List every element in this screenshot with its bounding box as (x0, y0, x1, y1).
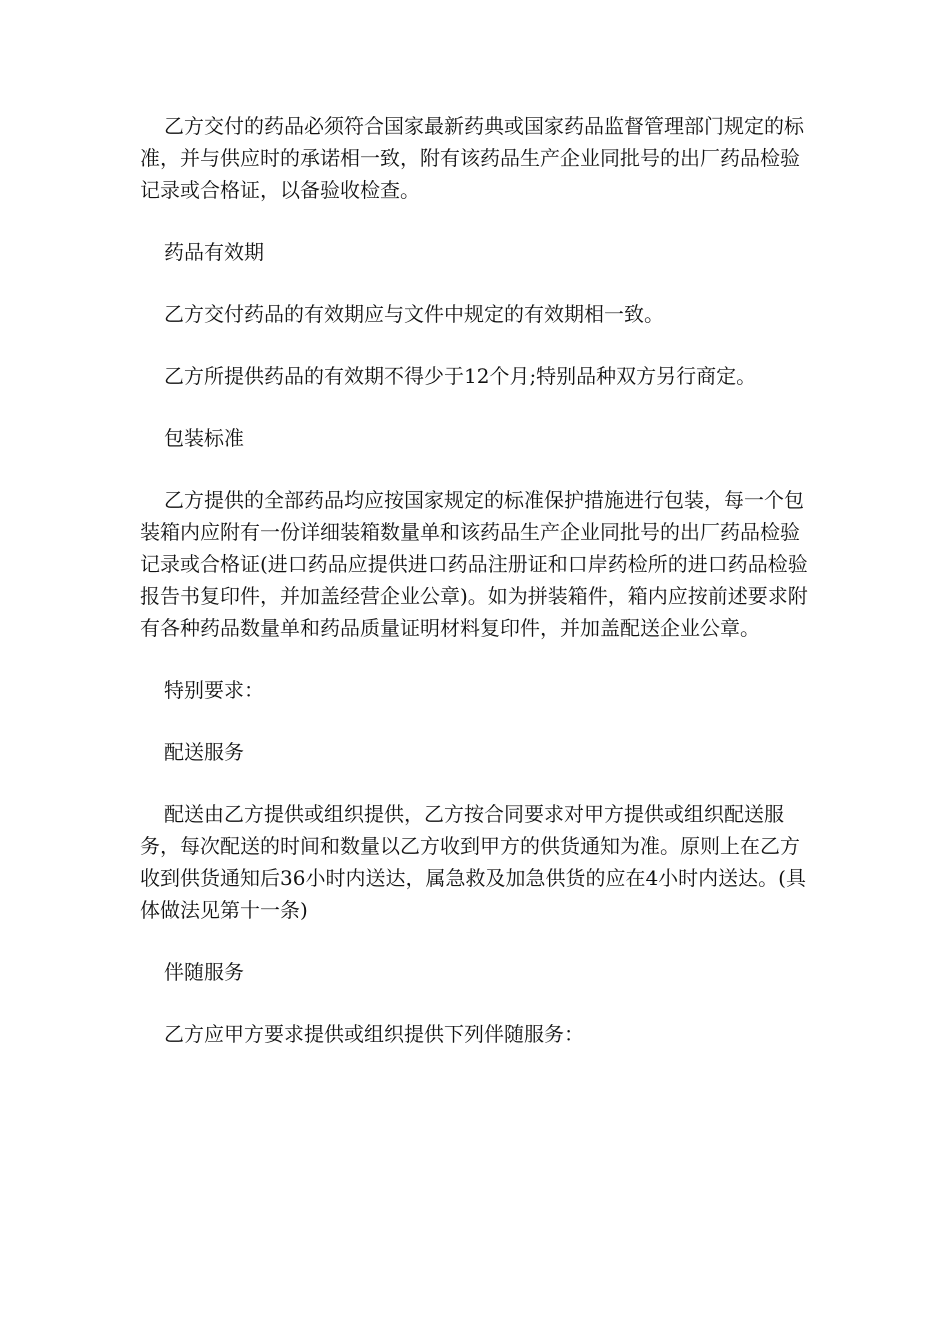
heading-special-requirements: 特别要求： (164, 678, 264, 702)
paragraph-gap (140, 926, 815, 956)
paragraph-gap (140, 988, 815, 1018)
paragraph-validity-minimum: 乙方所提供药品的有效期不得少于12个月;特别品种双方另行商定。 (164, 364, 757, 388)
paragraph-validity-consistency: 乙方交付药品的有效期应与文件中规定的有效期相一致。 (164, 302, 664, 326)
paragraph-gap (140, 706, 815, 736)
paragraph-accompanying-intro: 乙方应甲方要求提供或组织提供下列伴随服务： (164, 1022, 584, 1046)
paragraph-delivery-details: 配送由乙方提供或组织提供，乙方按合同要求对甲方提供或组织配送服务，每次配送的时间和数量以乙方收到甲方的供货通知为准。原则上在乙方收到供货通知后36小时内送达，属急救及加急供货的应在4小时内送达。(具体做法见第十一条) (140, 802, 806, 922)
paragraph-drug-standards: 乙方交付的药品必须符合国家最新药典或国家药品监督管理部门规定的标准，并与供应时的承诺相一致，附有该药品生产企业同批号的出厂药品检验记录或合格证，以备验收检查。 (140, 114, 804, 202)
document-body (140, 110, 815, 1050)
heading-accompanying-service: 伴随服务 (164, 960, 244, 984)
paragraph-gap (140, 768, 815, 798)
heading-delivery-service: 配送服务 (164, 740, 244, 764)
paragraph-packaging-details: 乙方提供的全部药品均应按国家规定的标准保护措施进行包装，每一个包装箱内应附有一份详细装箱数量单和该药品生产企业同批号的出厂药品检验记录或合格证(进口药品应提供进口药品注册证和口岸药检所的进口药品检验报告书复印件，并加盖经营企业公章)。如为拼装箱件，箱内应按前述要求附有各种药品数量单和药品质量证明材料复印件，并加盖配送企业公章。 (140, 488, 808, 640)
paragraph-gap (140, 206, 815, 236)
paragraph-gap (140, 268, 815, 298)
paragraph-gap (140, 392, 815, 422)
paragraph-gap (140, 644, 815, 674)
paragraph-gap (140, 330, 815, 360)
paragraph-gap (140, 454, 815, 484)
heading-drug-validity: 药品有效期 (164, 240, 264, 264)
heading-packaging-standards: 包装标准 (164, 426, 244, 450)
